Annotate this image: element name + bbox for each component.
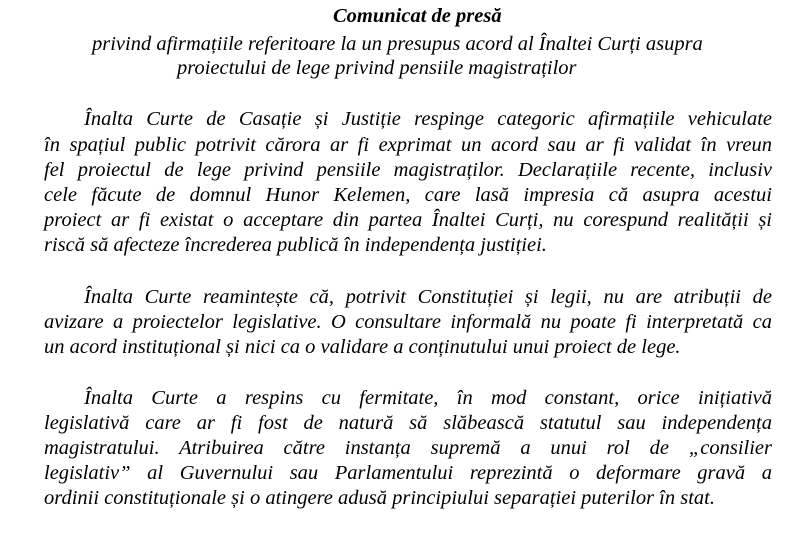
subtitle-line: proiectului de lege privind pensiile magistraților — [177, 57, 577, 79]
paragraph-3-line: ordinii constituționale și o atingere adusă principiului separației puterilor în stat. — [44, 487, 715, 509]
paragraph-1-line: în spațiul public potrivit cărora ar fi exprimat un acord sau ar fi validat în vreun — [44, 134, 772, 156]
paragraph-3-line: magistratului. Atribuirea către instanța supremă a unui rol de „consilier — [44, 437, 772, 459]
paragraph-2-line: avizare a proiectelor legislative. O consultare informală nu poate fi interpretată ca — [44, 311, 772, 333]
paragraph-1-line: fel proiectul de lege privind pensiile magistraților. Declarațiile recente, inclusiv — [44, 159, 772, 181]
paragraph-3-line: legislativă care ar fi fost de natură să slăbească statutul sau independența — [44, 412, 772, 434]
paragraph-2-line: un acord instituțional și nici ca o validare a conținutului unui proiect de lege. — [44, 336, 681, 358]
document-title: Comunicat de presă — [333, 5, 502, 27]
paragraph-2-line: Înalta Curte reamintește că, potrivit Constituției și legii, nu are atribuții de — [84, 286, 772, 308]
paragraph-3-line: Înalta Curte a respins cu fermitate, în mod constant, orice inițiativă — [84, 387, 772, 409]
paragraph-1-line: Înalta Curte de Casație și Justiție respinge categoric afirmațiile vehiculate — [84, 108, 772, 130]
paragraph-1-line: riscă să afecteze încrederea publică în independența justiției. — [44, 234, 547, 256]
subtitle-line: privind afirmațiile referitoare la un presupus acord al Înaltei Curți asupra — [92, 33, 703, 55]
paragraph-1-line: proiect ar fi existat o acceptare din partea Înaltei Curți, nu corespund realității și — [44, 209, 772, 231]
paragraph-3-line: legislativ” al Guvernului sau Parlamentului reprezintă o deformare gravă a — [44, 462, 772, 484]
paragraph-1-line: cele făcute de domnul Hunor Kelemen, care lasă impresia că asupra acestui — [44, 184, 772, 206]
